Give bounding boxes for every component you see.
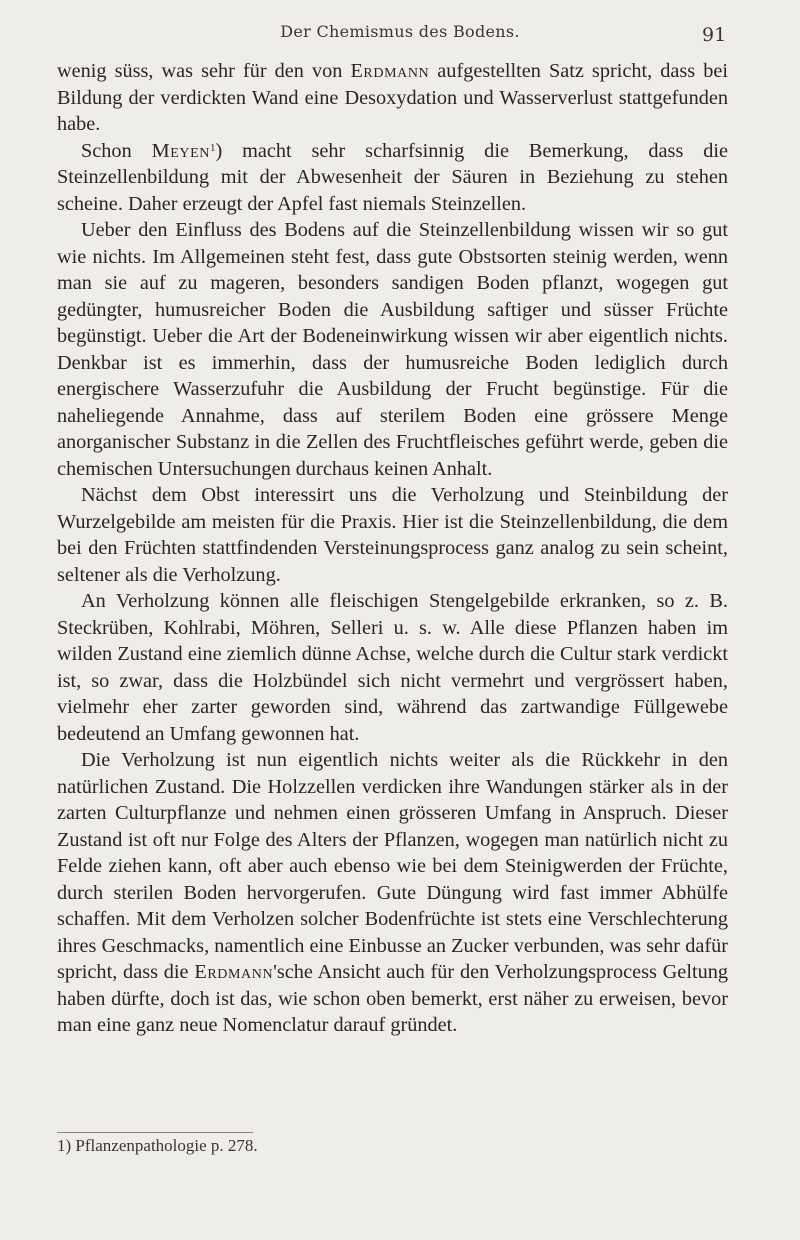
author-name-erdmann: Erdmann	[350, 60, 430, 82]
running-title: Der Chemismus des Bodens.	[280, 22, 520, 41]
author-name-erdmann-2: Erdmann	[194, 961, 274, 983]
paragraph-2	[57, 138, 728, 218]
paragraph-2-text-a: Schon	[81, 139, 152, 162]
footnote-marker: 1)	[57, 1136, 72, 1155]
page-number: 91	[702, 24, 727, 46]
paragraph-6	[57, 747, 728, 1039]
footnote-reference: 1	[209, 141, 216, 154]
footnote-text: Pflanzenpathologie p. 278.	[75, 1136, 258, 1155]
author-name-meyen: Meyen	[151, 139, 210, 162]
footnote	[57, 1136, 258, 1156]
paragraph-6-text-b: 'sche Ansicht auch für den Verholzungsprocess Geltung haben dürfte, doch ist das, wie schon oben bemerkt, erst näher zu erweisen, bevor man eine ganz neue Nomenclatur darauf gründet.	[57, 961, 729, 1036]
body-text	[57, 58, 728, 1039]
paragraph-6-text-a: Die Verholzung ist nun eigentlich nichts weiter als die Rückkehr in den natürlichen Zustand. Die Holzzellen verdicken ihre Wandungen stärker als in der zarten Culturpflanze und nehmen einen grösseren Umfang in Anspruch. Dieser Zustand ist oft nur Folge des Alters der Pflanzen, wogegen man natürlich nicht zu Felde ziehen kann, oft aber auch ebenso wie bei dem Steinigwerden der Früchte, durch sterilen Boden hervorgerufen. Gute Düngung wird fast immer Abhülfe schaffen. Mit dem Verholzen solcher Bodenfrüchte ist stets eine Verschlechterung ihres Geschmacks, namentlich eine Einbusse an Zucker verbunden, was sehr dafür spricht, dass die	[57, 749, 728, 983]
paragraph-2-text-b: ) macht sehr scharfsinnig die Bemerkung, dass die Steinzellenbildung mit der Abwesenheit der Säuren in Beziehung zu stehen scheine. Daher erzeugt der Apfel fast niemals Steinzellen.	[57, 139, 728, 215]
paragraph-5: An Verholzung können alle fleischigen Stengelgebilde erkranken, so z. B. Steckrüben, Kohlrabi, Möhren, Selleri u. s. w. Alle diese Pflanzen haben im wilden Zustand eine ziemlich dünne Achse, welche durch die Cultur stark verdickt ist, so zwar, dass die Holzbündel sich nicht vermehrt und vergrössert haben, vielmehr eher zarter geworden sind, während das zartwandige Füllgewebe bedeutend an Umfang gewonnen hat.	[57, 590, 728, 745]
paragraph-1-text-a: wenig süss, was sehr für den von	[57, 60, 351, 82]
paragraph-3: Ueber den Einfluss des Bodens auf die Steinzellenbildung wissen wir so gut wie nichts. Im Allgemeinen steht fest, dass gute Obstsorten steinig werden, wenn man sie auf zu mageren, besonders sandigen Boden pflanzt, wogegen gut gedüngter, humusreicher Boden die Ausbildung saftiger und süsser Früchte begünstigt. Ueber die Art der Bodeneinwirkung wissen wir aber eigentlich nichts. Denkbar ist es immerhin, dass der humusreiche Boden lediglich durch energischere Wasserzufuhr die Ausbildung der Frucht begünstige. Für die naheliegende Annahme, dass auf sterilem Boden eine grössere Menge anorganischer Substanz in die Zellen des Fruchtfleisches geführt werde, geben die chemischen Untersuchungen durchaus keinen Anhalt.	[57, 219, 728, 480]
paragraph-1-text-b: aufgestellten Satz spricht, dass bei Bildung der verdickten Wand eine Desoxydation und Wasserverlust stattgefunden habe.	[57, 60, 728, 135]
paragraph-4: Nächst dem Obst interessirt uns die Verholzung und Steinbildung der Wurzelgebilde am meisten für die Praxis. Hier ist die Steinzellenbildung, die dem bei den Früchten stattfindenden Versteinungsprocess ganz analog zu sein scheint, seltener als die Verholzung.	[57, 484, 728, 586]
footnote-divider	[57, 1132, 253, 1133]
paragraph-1	[57, 58, 728, 138]
